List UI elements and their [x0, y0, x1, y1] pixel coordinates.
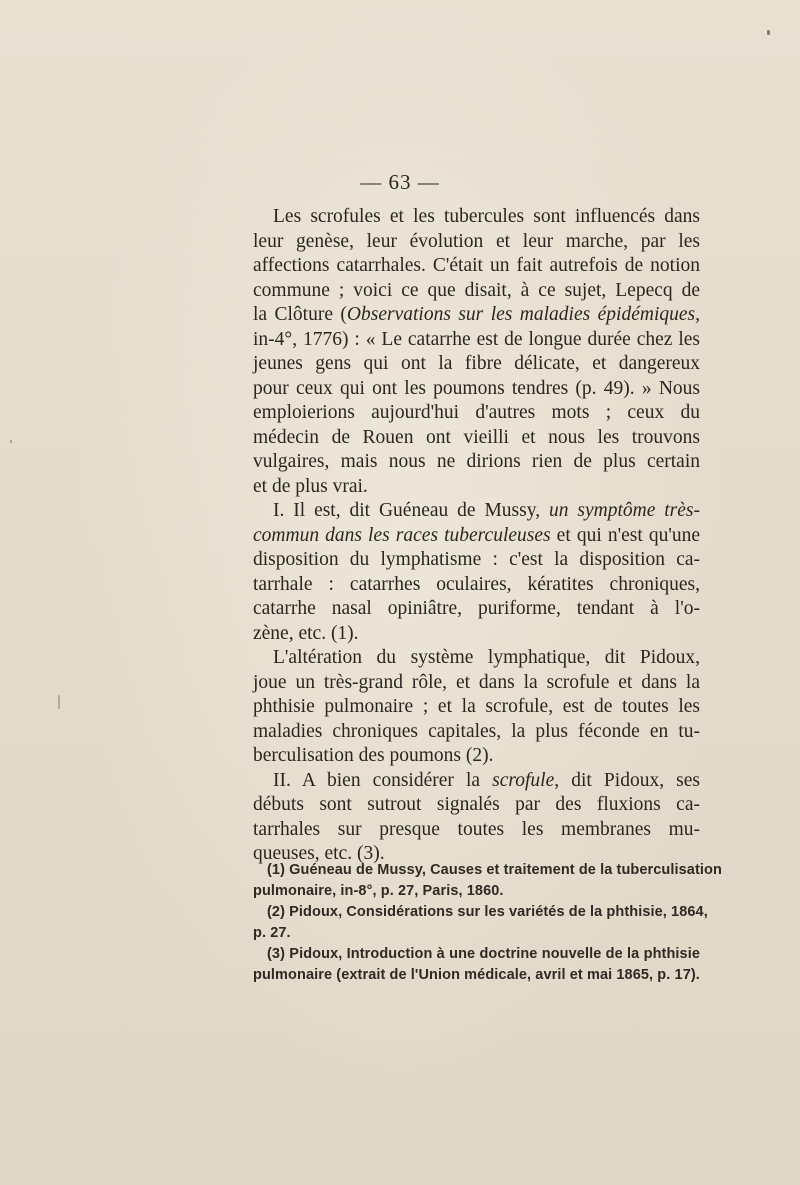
text-line: tarrhales sur presque toutes les membranes mu-	[253, 818, 700, 840]
text-line: catarrhe nasal opiniâtre, puriforme, tendant à l'o-	[253, 598, 700, 619]
text-line: vulgaires, mais nous ne dirions rien de plus certain	[253, 451, 700, 472]
text-line	[253, 769, 700, 794]
body-text	[253, 205, 700, 867]
italic-title: Observations sur les maladies épidémiques,	[346, 304, 700, 325]
text-fragment: la Clôture (	[253, 304, 347, 325]
text-line: Les scrofules et les tubercules sont influencés dans	[273, 206, 700, 227]
text-line: queuses, etc. (3).	[253, 843, 385, 864]
text-line: L'altération du système lymphatique, dit Pidoux,	[273, 647, 700, 668]
page-number: — 63 —	[360, 170, 440, 194]
text-line: et de plus vrai.	[253, 475, 368, 497]
text-line: leur genèse, leur évolution et leur marche, par les	[253, 230, 700, 252]
text-line: médecin de Rouen ont vieilli et nous les trouvons	[253, 426, 700, 448]
footnote-line: (1) Guéneau de Mussy, Causes et traitement de la tuberculisation	[267, 862, 722, 878]
paper-speck	[767, 30, 770, 35]
text-fragment: II. A bien considérer la	[273, 769, 493, 791]
text-line: jeunes gens qui ont la fibre délicate, et dangereux	[253, 353, 700, 374]
text-line	[253, 303, 700, 328]
text-fragment: et qui n'est qu'une	[550, 524, 700, 546]
italic-word: scrofule	[492, 769, 555, 791]
text-line: affections catarrhales. C'était un fait autrefois de notion	[253, 255, 700, 276]
footnote-line: (2) Pidoux, Considérations sur les variétés de la phthisie, 1864,	[267, 904, 708, 920]
footnote-line: pulmonaire, in-8°, p. 27, Paris, 1860.	[253, 883, 504, 899]
text-line: tarrhale : catarrhes oculaires, kératites chroniques,	[253, 573, 700, 595]
footnotes	[253, 860, 722, 986]
text-line: disposition du lymphatisme : c'est la disposition ca-	[253, 549, 700, 570]
italic-quote: un symptôme très-	[548, 500, 700, 521]
italic-quote: commun dans les races tuberculeuses	[253, 524, 551, 546]
paper-speck	[58, 695, 60, 709]
text-fragment: I. Il est, dit Guéneau de Mussy,	[273, 500, 549, 521]
footnote-line: pulmonaire (extrait de l'Union médicale, avril et mai 1865, p. 17).	[253, 967, 700, 983]
text-fragment: , dit Pidoux, ses	[554, 769, 700, 791]
text-line: commune ; voici ce que disait, à ce sujet, Lepecq de	[253, 279, 700, 301]
text-line: zène, etc. (1).	[253, 622, 359, 644]
text-line: débuts sont sutrout signalés par des fluxions ca-	[253, 794, 700, 815]
text-line: pour ceux qui ont les poumons tendres (p. 49). » Nous	[253, 377, 700, 399]
text-line: maladies chroniques capitales, la plus féconde en tu-	[253, 720, 700, 742]
text-line: berculisation des poumons (2).	[253, 745, 494, 766]
text-line: phthisie pulmonaire ; et la scrofule, est de toutes les	[253, 696, 700, 717]
footnote-line: p. 27.	[253, 925, 291, 941]
text-line: emploierions aujourd'hui d'autres mots ; ceux du	[253, 402, 700, 423]
footnote-line: (3) Pidoux, Introduction à une doctrine nouvelle de la phthisie	[267, 946, 700, 962]
text-line	[253, 499, 700, 524]
text-line	[253, 524, 700, 549]
text-line: in-4°, 1776) : « Le catarrhe est de longue durée chez les	[253, 328, 700, 350]
text-line: joue un très-grand rôle, et dans la scrofule et dans la	[253, 671, 700, 693]
paper-speck	[10, 440, 12, 443]
